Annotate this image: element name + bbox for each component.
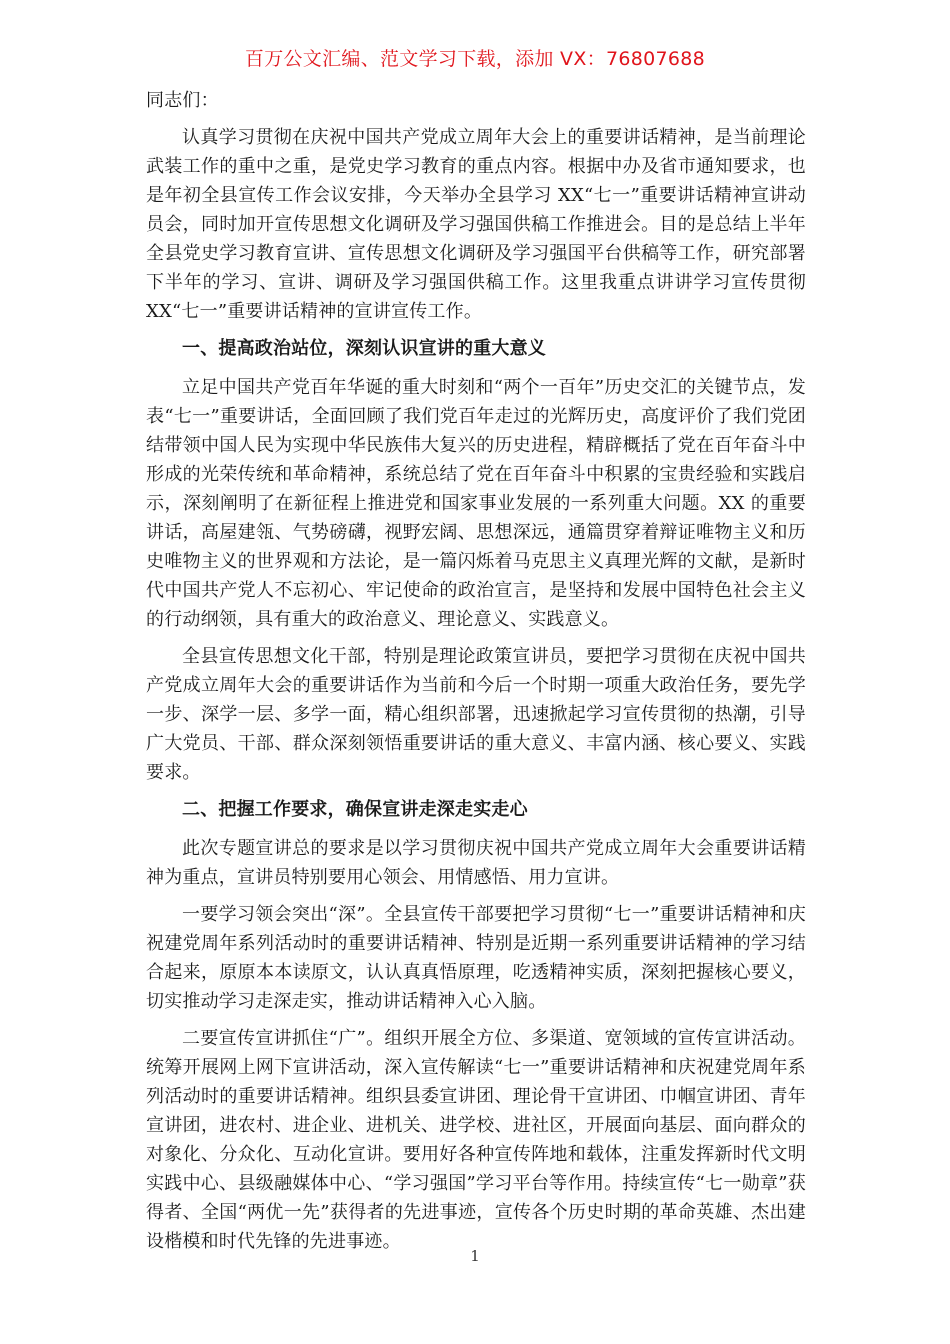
section-heading-1: 一、提高政治站位，深刻认识宣讲的重大意义: [182, 338, 546, 359]
paragraph-intro: 认真学习贯彻在庆祝中国共产党成立周年大会上的重要讲话精神，是当前理论武装工作的重中之重，是党史学习教育的重点内容。根据中办及省市通知要求，也是年初全县宣传工作会议安排，今天举办全县学习 XX“七一”重要讲话精神宣讲动员会，同时加开宣传思想文化调研及学习强国供稿工作推进会。目的是总结上半年全县党史学习教育宣讲、宣传思想文化调研及学习强国平台供稿等工作，研究部署下半年的学习、宣讲、调研及学习强国供稿工作。这里我重点讲讲学习宣传贯彻 XX“七一”重要讲话精神的宣讲宣传工作。: [146, 127, 806, 322]
paragraph-cadres: 全县宣传思想文化干部，特别是理论政策宣讲员，要把学习贯彻在庆祝中国共产党成立周年大会的重要讲话作为当前和今后一个时期一项重大政治任务，要先学一步、深学一层、多学一面，精心组织部署，迅速掀起学习宣传贯彻的热潮，引导广大党员、干部、群众深刻领悟重要讲话的重大意义、丰富内涵、核心要义、实践要求。: [146, 646, 806, 783]
document-body: [146, 86, 806, 1264]
header-banner: 百万公文汇编、范文学习下载，添加 VX：76807688: [244, 48, 706, 70]
page-number: 1: [470, 1247, 480, 1265]
paragraph-publicity-wide: 二要宣传宣讲抓住“广”。组织开展全方位、多渠道、宽领域的宣传宣讲活动。统筹开展网上网下宣讲活动，深入宣传解读“七一”重要讲话精神和庆祝建党周年系列活动时的重要讲话精神。组织县委宣讲团、理论骨干宣讲团、巾帼宣讲团、青年宣讲团，进农村、进企业、进机关、进学校、进社区，开展面向基层、面向群众的对象化、分众化、互动化宣讲。要用好各种宣传阵地和载体，注重发挥新时代文明实践中心、县级融媒体中心、“学习强国”学习平台等作用。持续宣传“七一勋章”获得者、全国“两优一先”获得者的先进事迹，宣传各个历史时期的革命英雄、杰出建设楷模和时代先锋的先进事迹。: [146, 1028, 806, 1252]
paragraph-significance: 立足中国共产党百年华诞的重大时刻和“两个一百年”历史交汇的关键节点，发表“七一”重要讲话，全面回顾了我们党百年走过的光辉历史，高度评价了我们党团结带领中国人民为实现中华民族伟大复兴的历史进程，精辟概括了党在百年奋斗中形成的光荣传统和革命精神，系统总结了党在百年奋斗中积累的宝贵经验和实践启示，深刻阐明了在新征程上推进党和国家事业发展的一系列重大问题。XX 的重要讲话，高屋建瓴、气势磅礴，视野宏阔、思想深远，通篇贯穿着辩证唯物主义和历史唯物主义的世界观和方法论，是一篇闪烁着马克思主义真理光辉的文献，是新时代中国共产党人不忘初心、牢记使命的政治宣言，是坚持和发展中国特色社会主义的行动纲领，具有重大的政治意义、理论意义、实践意义。: [146, 377, 806, 630]
section-heading-2: 二、把握工作要求，确保宣讲走深走实走心: [182, 799, 528, 820]
paragraph-requirements: 此次专题宣讲总的要求是以学习贯彻庆祝中国共产党成立周年大会重要讲话精神为重点，宣讲员特别要用心领会、用情感悟、用力宣讲。: [146, 838, 806, 888]
salutation: 同志们：: [146, 90, 219, 111]
paragraph-study-deep: 一要学习领会突出“深”。全县宣传干部要把学习贯彻“七一”重要讲话精神和庆祝建党周年系列活动时的重要讲话精神、特别是近期一系列重要讲话精神的学习结合起来，原原本本读原文，认认真真悟原理，吃透精神实质，深刻把握核心要义，切实推动学习走深走实，推动讲话精神入心入脑。: [146, 904, 806, 1012]
